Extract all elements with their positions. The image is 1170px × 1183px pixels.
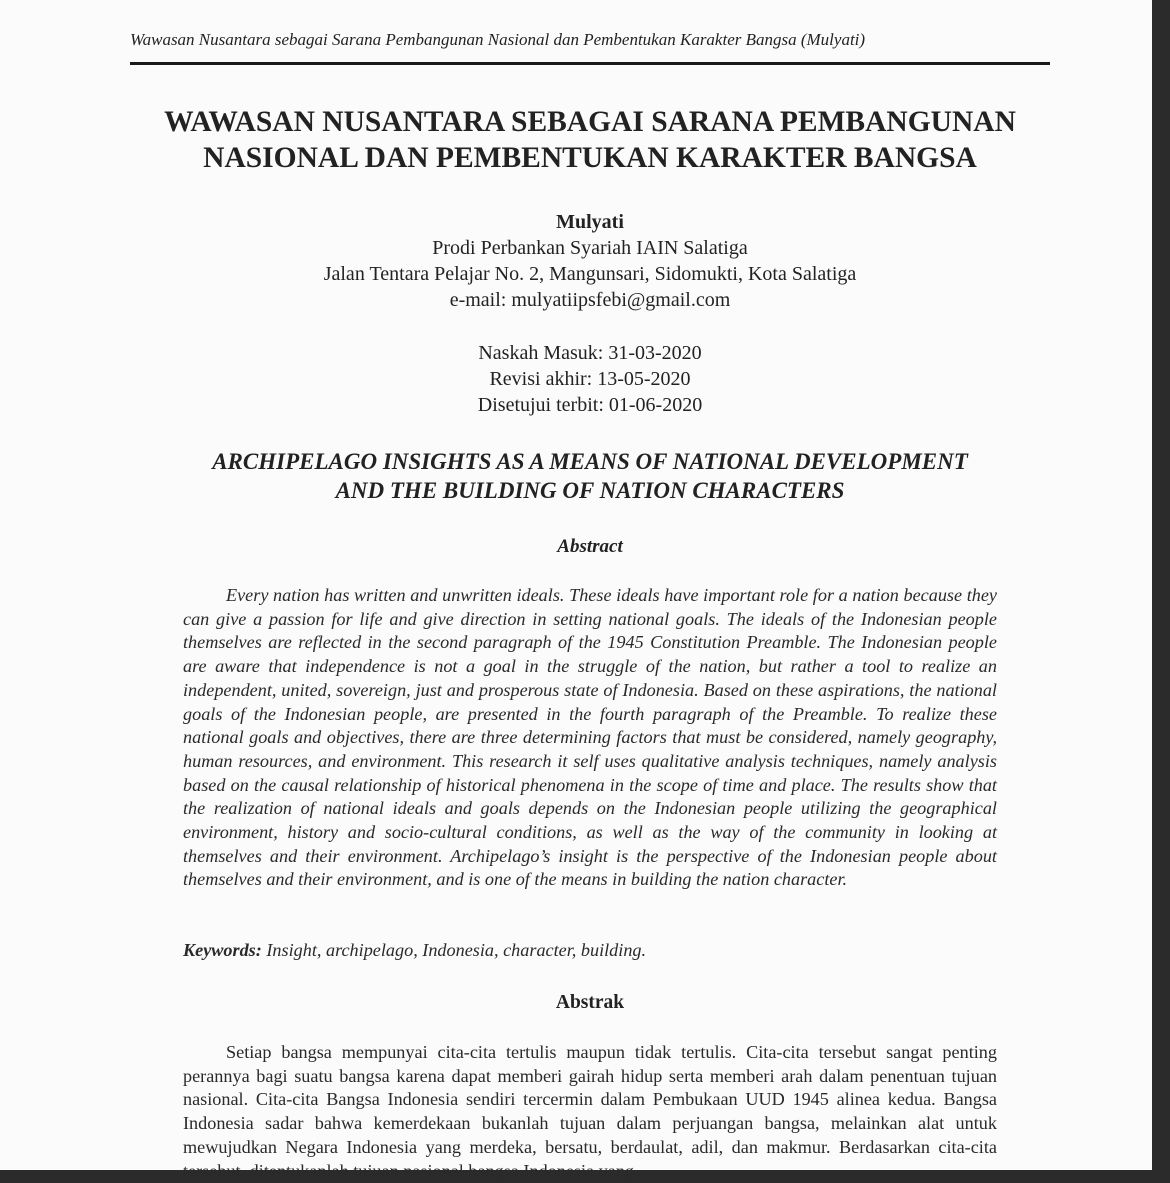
english-title bbox=[130, 447, 1050, 505]
abstrak-body: Setiap bangsa mempunyai cita-cita tertulis maupun tidak tertulis. Cita-cita tersebut sangat penting perannya bagi suatu bangsa karena dapat memberi gairah hidup serta memberi arah dalam penentuan tujuan nasional. Cita-cita Bangsa Indonesia sendiri tercermin dalam Pembukaan UUD 1945 alinea kedua. Bangsa Indonesia sadar bahwa kemerdekaan bukanlah tujuan dalam perjuangan bangsa, melainkan alat untuk mewujudkan Negara Indonesia yang merdeka, bersatu, berdaulat, adil, dan makmur. Berdasarkan cita-cita tersebut, ditentukanlah tujuan nasional bangsa Indonesia yang bbox=[183, 1042, 997, 1181]
english-title-line-2: AND THE BUILDING OF NATION CHARACTERS bbox=[335, 478, 845, 503]
date-accepted: Disetujui terbit: 01-06-2020 bbox=[477, 394, 703, 416]
author-email: e-mail: mulyatiipsfebi@gmail.com bbox=[449, 289, 731, 311]
date-revised: Revisi akhir: 13-05-2020 bbox=[489, 368, 691, 390]
author-block bbox=[130, 209, 1050, 313]
abstrak-heading: Abstrak bbox=[555, 992, 625, 1013]
author-name: Mulyati bbox=[556, 211, 624, 233]
paper-title bbox=[130, 104, 1050, 176]
date-received: Naskah Masuk: 31-03-2020 bbox=[478, 342, 702, 364]
english-title-line-1: ARCHIPELAGO INSIGHTS AS A MEANS OF NATIONAL DEVELOPMENT bbox=[212, 449, 968, 474]
paper-title-line-2: NASIONAL DAN PEMBENTUKAN KARAKTER BANGSA bbox=[203, 142, 977, 174]
abstract-body: Every nation has written and unwritten ideals. These ideals have important role for a nation because they can give a passion for life and give direction in setting national goals. The ideals of the Indonesian people themselves are reflected in the second paragraph of the 1945 Constitution Preamble. The Indonesian people are aware that independence is not a goal in the struggle of the nation, but rather a tool to realize an independent, united, sovereign, just and prosperous state of Indonesia. Based on these aspirations, the national goals of the Indonesian people, are presented in the fourth paragraph of the Preamble. To realize these national goals and objectives, there are three determining factors that must be considered, namely geography, human resources, and environment. This research it self uses qualitative analysis techniques, namely analysis based on the causal relationship of historical phenomena in the scope of time and place. The results show that the realization of national ideals and goals depends on the Indonesian people utilizing the geographical environment, history and socio-cultural conditions, as well as the way of the community in looking at themselves and their environment. Archipelago’s insight is the perspective of the Indonesian people about themselves and their environment, and is one of the means in building the nation character. bbox=[183, 585, 997, 890]
submission-dates bbox=[130, 340, 1050, 418]
header-rule bbox=[130, 62, 1050, 65]
author-affiliation: Prodi Perbankan Syariah IAIN Salatiga bbox=[432, 237, 748, 259]
keywords-text: Insight, archipelago, Indonesia, character, building. bbox=[261, 940, 647, 960]
author-address: Jalan Tentara Pelajar No. 2, Mangunsari, Sidomukti, Kota Salatiga bbox=[323, 263, 857, 285]
paper-title-line-1: WAWASAN NUSANTARA SEBAGAI SARANA PEMBANGUNAN bbox=[164, 106, 1016, 138]
running-header: Wawasan Nusantara sebagai Sarana Pembangunan Nasional dan Pembentukan Karakter Bangsa (Mulyati) bbox=[130, 30, 866, 49]
abstract-heading: Abstract bbox=[557, 536, 623, 557]
keywords-label: Keywords: bbox=[183, 940, 262, 960]
keywords bbox=[183, 940, 997, 961]
